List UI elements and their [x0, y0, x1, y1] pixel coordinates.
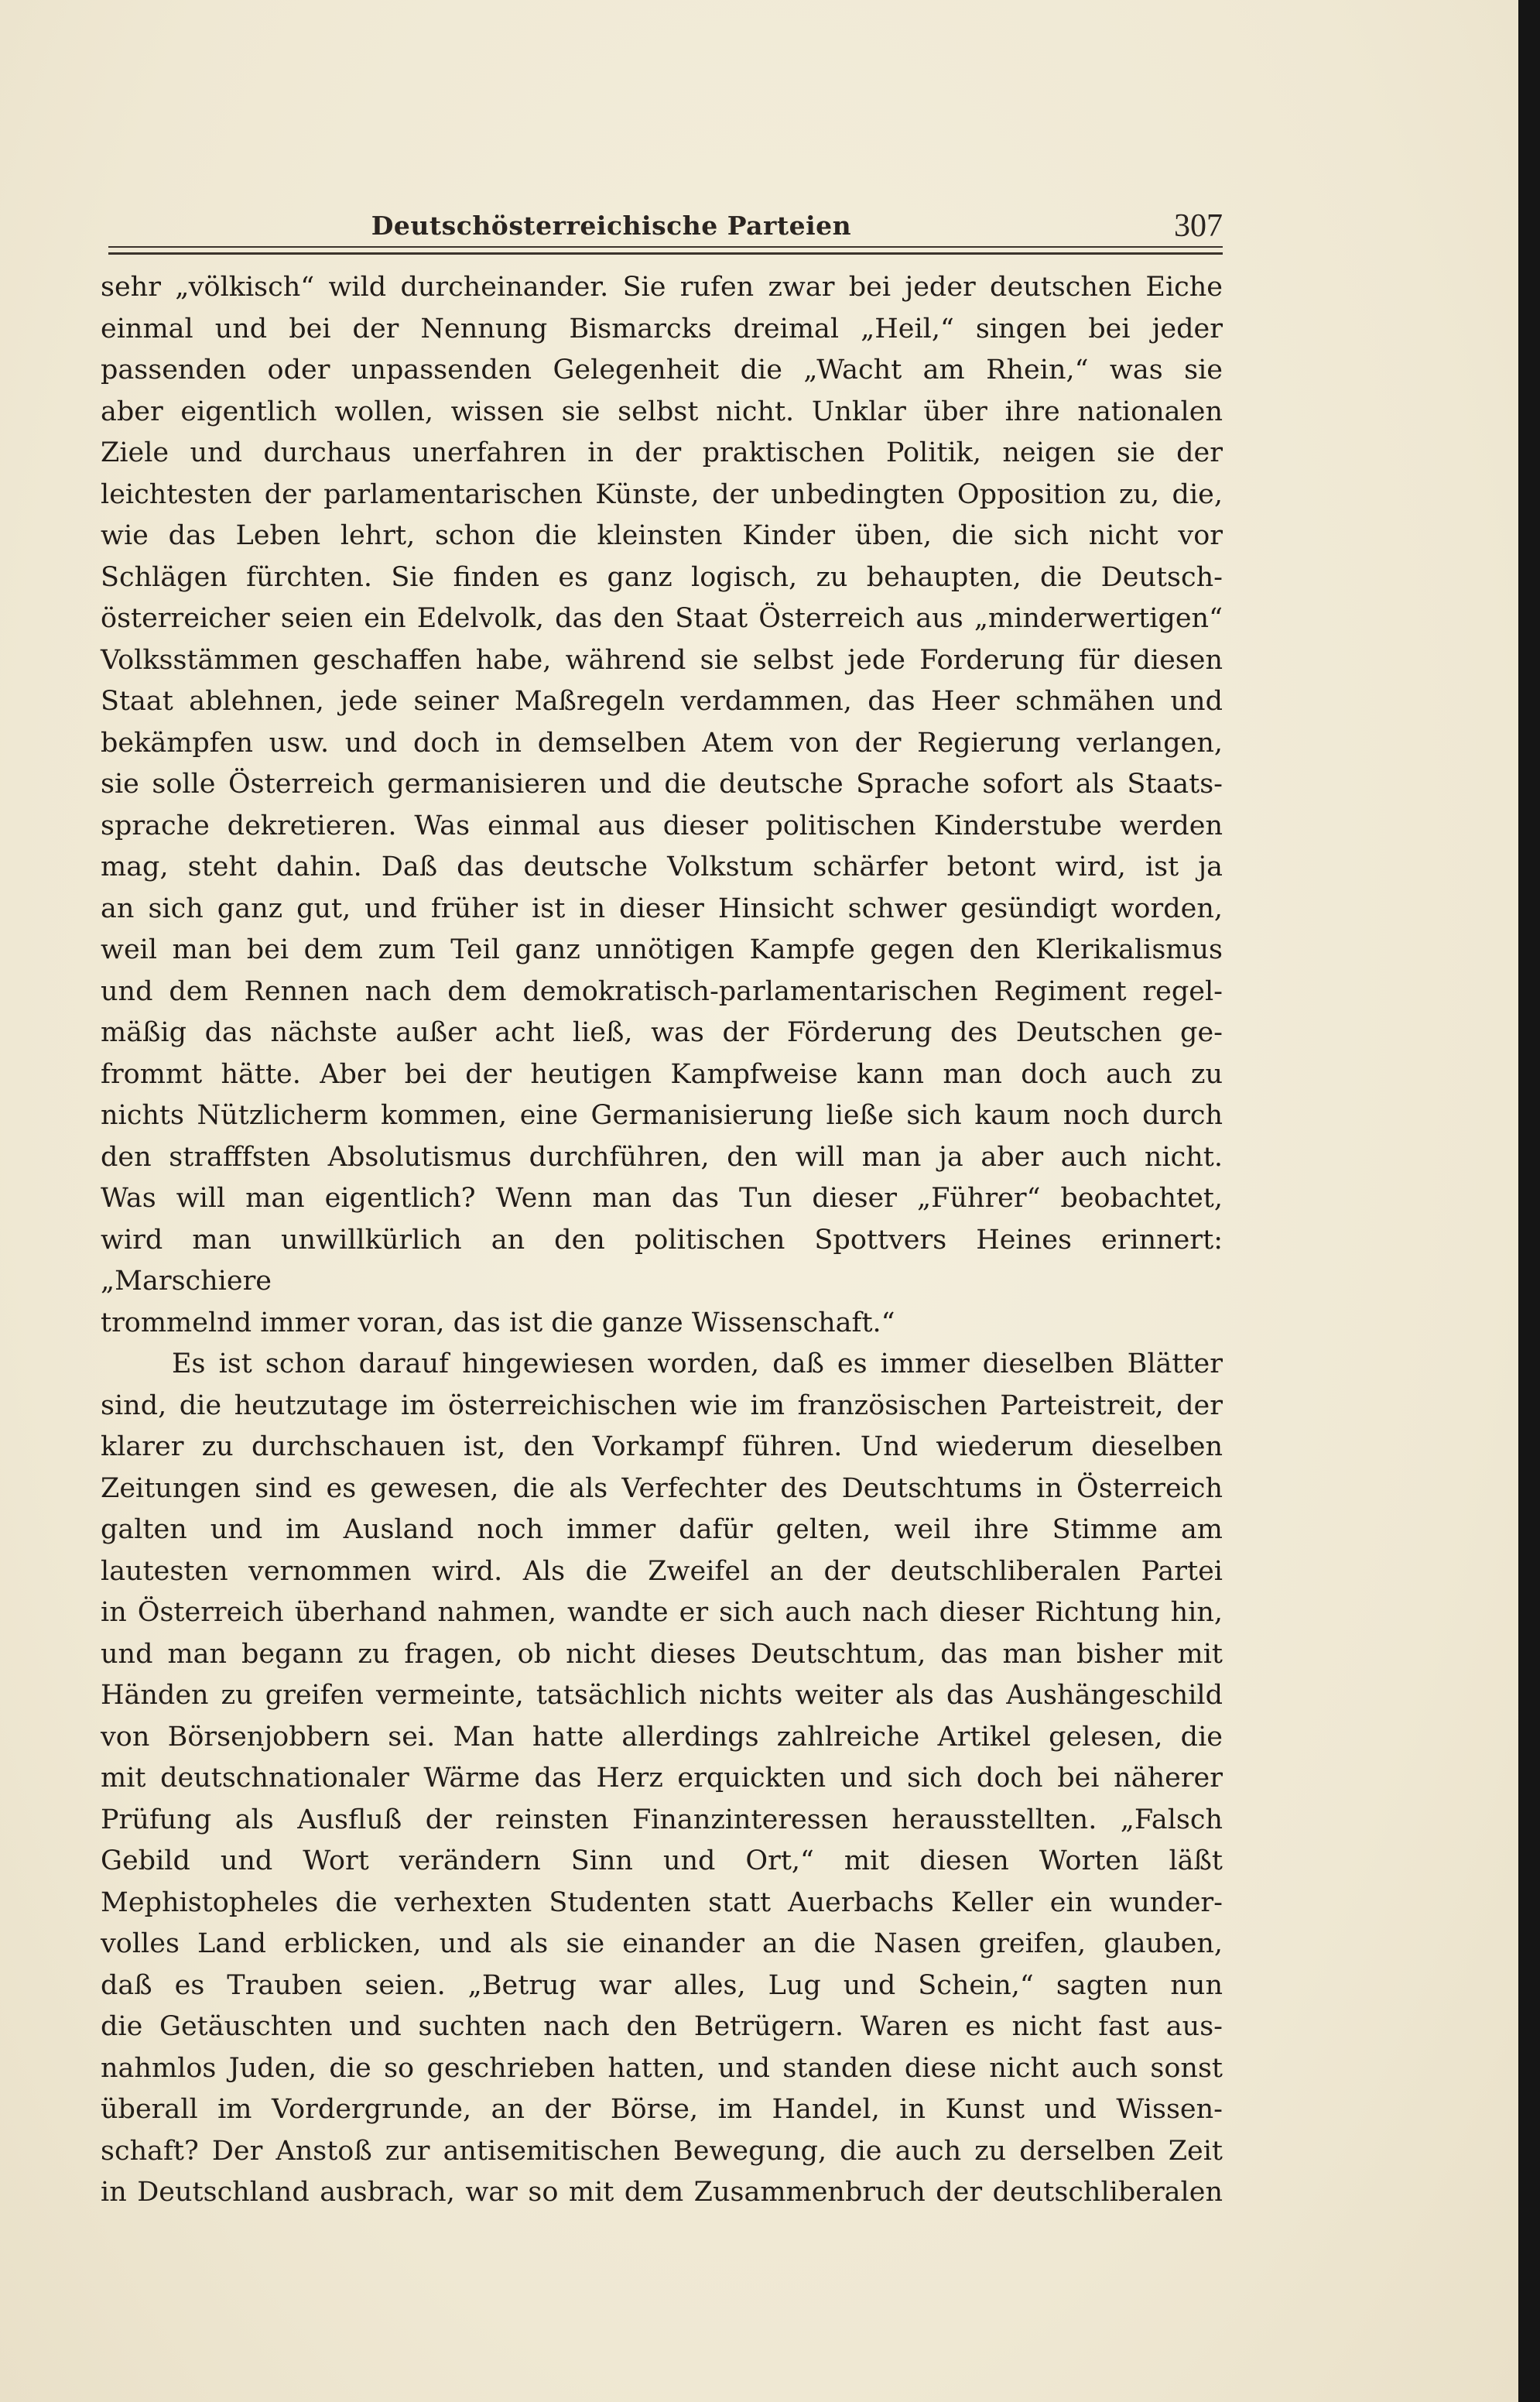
text-line: in Österreich überhand nahmen, wandte er sich auch nach dieser Richtung hin,: [101, 1597, 1223, 1628]
text-line: weil man bei dem zum Teil ganz unnötigen Kampfe gegen den Klerikalismus: [101, 934, 1223, 965]
text-line: daß es Trauben seien. „Betrug war alles, Lug und Schein,“ sagten nun: [101, 1969, 1223, 2001]
page-number: 307: [1174, 208, 1223, 244]
text-line: Es ist schon darauf hingewiesen worden, daß es immer dieselben Blätter: [172, 1348, 1223, 1379]
text-line: nichts Nützlicherm kommen, eine Germanisierung ließe sich kaum noch durch: [101, 1100, 1223, 1131]
text-line: mit deutschnationaler Wärme das Herz erquickten und sich doch bei näherer: [101, 1763, 1223, 1794]
text-line: Volksstämmen geschaffen habe, während sie selbst jede Forderung für diesen: [101, 644, 1223, 676]
text-line: sprache dekretieren. Was einmal aus dieser politischen Kinderstube werden: [101, 810, 1223, 841]
header-rule-thick: [108, 252, 1223, 255]
running-title: Deutschösterreichische Parteien: [371, 211, 852, 241]
text-line: lautesten vernommen wird. Als die Zweifel an der deutschliberalen Partei: [101, 1555, 1223, 1587]
text-line: aber eigentlich wollen, wissen sie selbst nicht. Unklar über ihre nationalen: [101, 396, 1223, 427]
text-line: mag, steht dahin. Daß das deutsche Volkstum schärfer betont wird, ist ja: [101, 851, 1223, 882]
text-line: in Deutschland ausbrach, war so mit dem Zusammenbruch der deutschliberalen: [101, 2177, 1223, 2208]
text-line: österreicher seien ein Edelvolk, das den Staat Österreich aus „minderwertigen“: [101, 603, 1223, 634]
scan-edge: [1518, 0, 1540, 2402]
page-header: [108, 208, 1223, 257]
text-line: passenden oder unpassenden Gelegenheit die „Wacht am Rhein,“ was sie: [101, 355, 1223, 385]
text-line: trommelnd immer voran, das ist die ganze Wissenschaft.“: [101, 1307, 895, 1338]
text-line: von Börsenjobbern sei. Man hatte allerdings zahlreiche Artikel gelesen, die: [101, 1721, 1223, 1753]
header-rule-thin: [108, 246, 1223, 248]
text-line: nahmlos Juden, die so geschrieben hatten, und standen diese nicht auch sonst: [101, 2052, 1223, 2084]
body-text: [101, 267, 1223, 2214]
text-line: leichtesten der parlamentarischen Künste, der unbedingten Opposition zu, die,: [101, 478, 1223, 510]
text-line: Gebild und Wort verändern Sinn und Ort,“ mit diesen Worten läßt: [101, 1845, 1223, 1876]
text-line: schaft? Der Anstoß zur antisemitischen Bewegung, die auch zu derselben Zeit: [101, 2135, 1223, 2167]
text-line: sehr „völkisch“ wild durcheinander. Sie rufen zwar bei jeder deutschen Eiche: [101, 272, 1223, 303]
text-line: und man begann zu fragen, ob nicht dieses Deutschtum, das man bisher mit: [101, 1638, 1223, 1670]
text-line: wird man unwillkürlich an den politischen Spottvers Heines erinnert: „Marschiere: [101, 1224, 1223, 1297]
text-line: galten und im Ausland noch immer dafür gelten, weil ihre Stimme am: [101, 1514, 1223, 1545]
text-line: Staat ablehnen, jede seiner Maßregeln verdammen, das Heer schmähen und: [101, 686, 1223, 717]
text-line: frommt hätte. Aber bei der heutigen Kampfweise kann man doch auch zu: [101, 1058, 1223, 1090]
text-line: und dem Rennen nach dem demokratisch-parlamentarischen Regiment regel-: [101, 975, 1223, 1007]
text-line: Mephistopheles die verhexten Studenten statt Auerbachs Keller ein wunder-: [101, 1886, 1223, 1918]
text-line: einmal und bei der Nennung Bismarcks dreimal „Heil,“ singen bei jeder: [101, 313, 1223, 344]
text-line: mäßig das nächste außer acht ließ, was der Förderung des Deutschen ge-: [101, 1017, 1223, 1048]
text-line: Prüfung als Ausfluß der reinsten Finanzinteressen herausstellten. „Falsch: [101, 1804, 1223, 1835]
text-line: überall im Vordergrunde, an der Börse, im Handel, in Kunst und Wissen-: [101, 2094, 1223, 2125]
text-line: Was will man eigentlich? Wenn man das Tun dieser „Führer“ beobachtet,: [101, 1183, 1223, 1214]
text-line: die Getäuschten und suchten nach den Betrügern. Waren es nicht fast aus-: [101, 2011, 1223, 2042]
text-line: Ziele und durchaus unerfahren in der praktischen Politik, neigen sie der: [101, 437, 1223, 468]
text-line: volles Land erblicken, und als sie einander an die Nasen greifen, glauben,: [101, 1928, 1223, 1959]
text-line: Zeitungen sind es gewesen, die als Verfechter des Deutschtums in Österreich: [101, 1472, 1223, 1504]
text-line: bekämpfen usw. und doch in demselben Atem von der Regierung verlangen,: [101, 727, 1223, 759]
text-line: den strafffsten Absolutismus durchführen, den will man ja aber auch nicht.: [101, 1141, 1223, 1173]
text-line: Händen zu greifen vermeinte, tatsächlich nichts weiter als das Aushängeschild: [101, 1680, 1223, 1711]
text-line: klarer zu durchschauen ist, den Vorkampf führen. Und wiederum dieselben: [101, 1431, 1223, 1462]
text-line: wie das Leben lehrt, schon die kleinsten Kinder üben, die sich nicht vor: [101, 520, 1223, 551]
text-line: sie solle Österreich germanisieren und die deutsche Sprache sofort als Staats-: [101, 769, 1223, 800]
text-line: an sich ganz gut, und früher ist in dieser Hinsicht schwer gesündigt worden,: [101, 893, 1223, 924]
text-line: sind, die heutzutage im österreichischen wie im französischen Parteistreit, der: [101, 1389, 1223, 1421]
text-line: Schlägen fürchten. Sie finden es ganz logisch, zu behaupten, die Deutsch-: [101, 561, 1223, 593]
